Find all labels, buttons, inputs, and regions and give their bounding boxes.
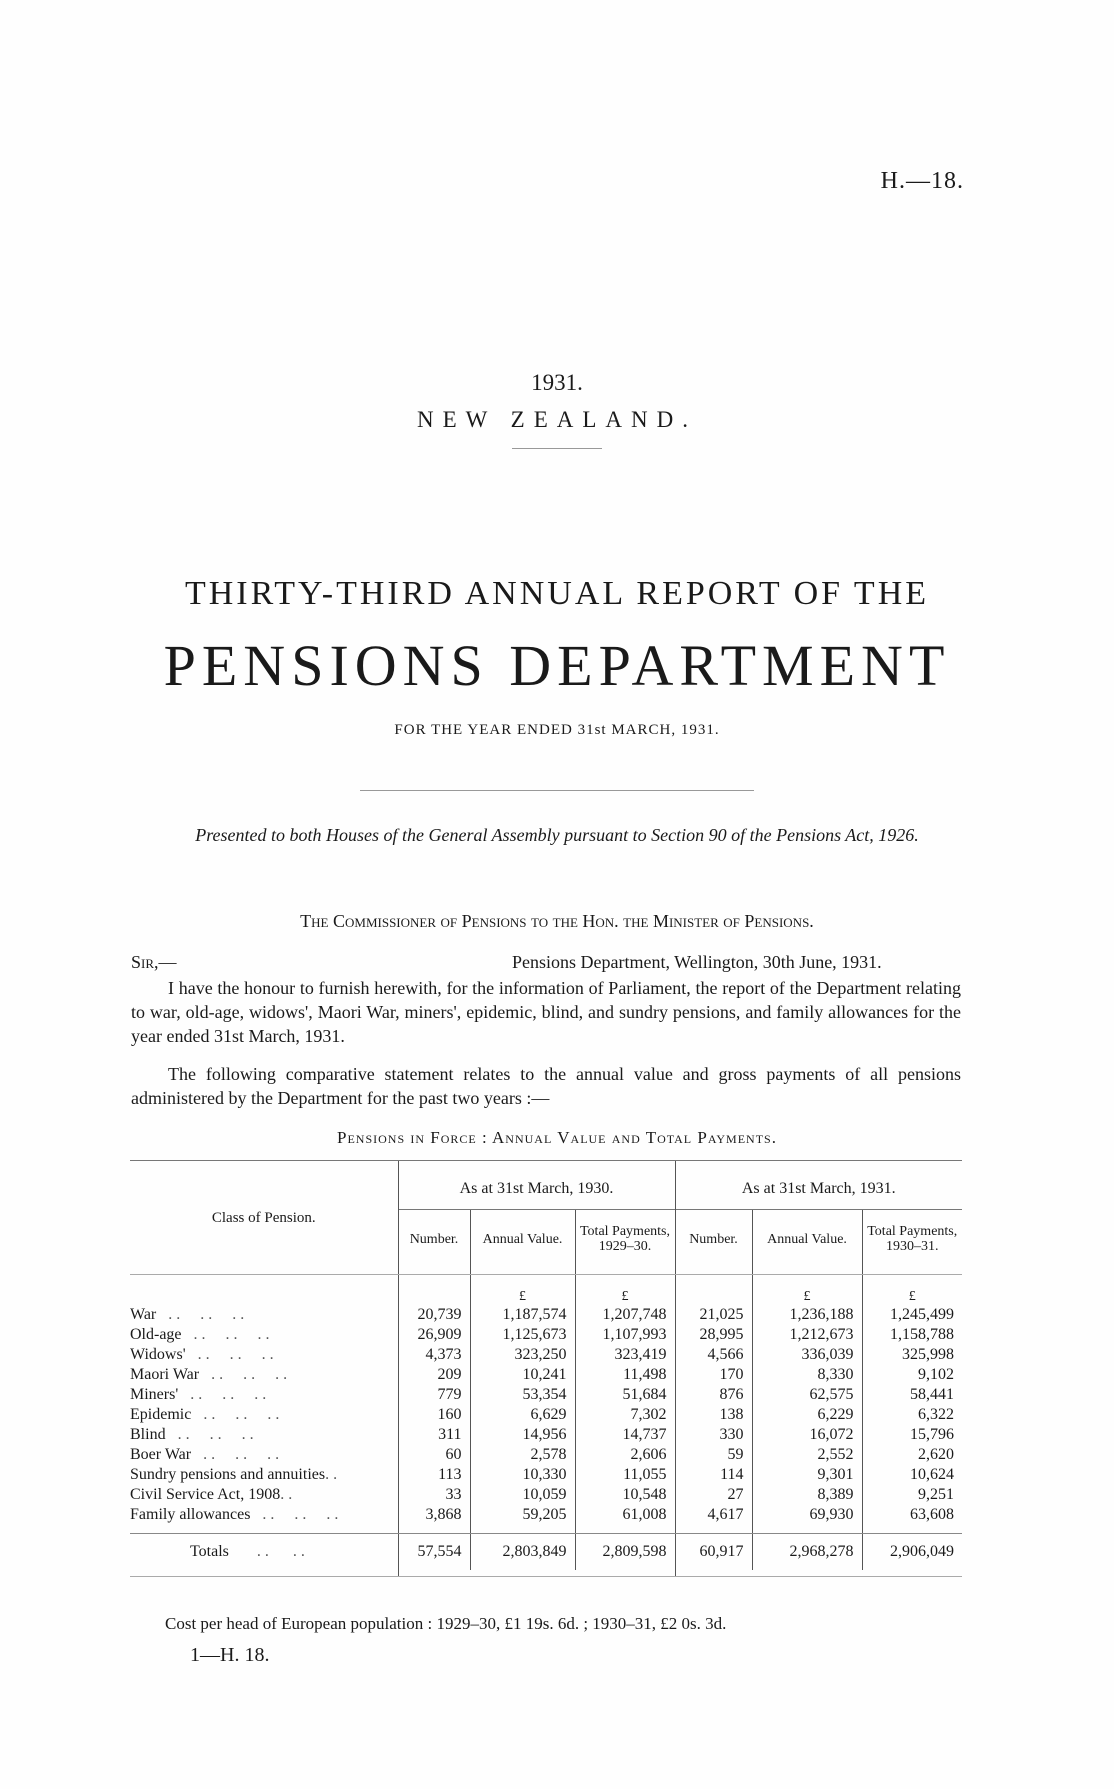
value-cell-t30: 7,302 xyxy=(575,1405,675,1425)
value-cell-t30: 14,737 xyxy=(575,1425,675,1445)
report-year: 1931. xyxy=(531,370,583,395)
value-cell-t30: 51,684 xyxy=(575,1385,675,1405)
value-cell-t31: 58,441 xyxy=(862,1385,962,1405)
class-cell: Blind . . . . . . xyxy=(130,1426,254,1443)
value-cell-a30: 323,250 xyxy=(470,1345,575,1365)
table-row xyxy=(130,1425,962,1445)
value-cell-t30: 10,548 xyxy=(575,1485,675,1505)
table-row xyxy=(130,1445,962,1465)
value-cell-a31: 1,212,673 xyxy=(752,1325,862,1345)
value-cell-a31: 6,229 xyxy=(752,1405,862,1425)
value-cell-a31: 2,552 xyxy=(752,1445,862,1465)
value-cell-t31: 9,102 xyxy=(862,1365,962,1385)
country-heading: NEW ZEALAND. xyxy=(416,407,698,432)
value-cell-n30: 779 xyxy=(398,1385,470,1405)
pensions-table xyxy=(130,1160,962,1577)
value-cell-n31: 138 xyxy=(675,1405,752,1425)
value-cell-t30: 1,107,993 xyxy=(575,1325,675,1345)
value-cell-n30: 209 xyxy=(398,1365,470,1385)
presented-note: Presented to both Houses of the General Assembly pursuant to Section 90 of the Pensions Act, 1926. xyxy=(195,825,919,845)
value-cell-a30: 1,187,574 xyxy=(470,1305,575,1325)
class-cell: Family allowances . . . . . . xyxy=(130,1506,339,1523)
value-cell-a30: 10,330 xyxy=(470,1465,575,1485)
value-cell-n30: 26,909 xyxy=(398,1325,470,1345)
salutation: Sir,— xyxy=(131,952,177,972)
value-cell-n31: 170 xyxy=(675,1365,752,1385)
value-cell-a30: 1,125,673 xyxy=(470,1325,575,1345)
value-cell-n31: 28,995 xyxy=(675,1325,752,1345)
document-code: H.—18. xyxy=(880,168,964,194)
class-header: Class of Pension. xyxy=(211,1210,316,1226)
report-title-line1: THIRTY-THIRD ANNUAL REPORT OF THE xyxy=(184,575,930,612)
class-cell: Miners' . . . . . . xyxy=(130,1386,267,1403)
class-cell: Boer War . . . . . . xyxy=(130,1446,280,1463)
col-total-1930: Total Payments, 1929–30. xyxy=(575,1210,675,1269)
value-cell-t31: 6,322 xyxy=(862,1405,962,1425)
value-cell-t31: 9,251 xyxy=(862,1485,962,1505)
value-cell-n31: 21,025 xyxy=(675,1305,752,1325)
total-payments-1930: 2,809,598 xyxy=(575,1534,675,1571)
page-reference: 1—H. 18. xyxy=(190,1644,270,1666)
value-cell-a30: 6,629 xyxy=(470,1405,575,1425)
value-cell-t31: 63,608 xyxy=(862,1505,962,1525)
value-cell-t31: 325,998 xyxy=(862,1345,962,1365)
class-cell: Maori War . . . . . . xyxy=(130,1366,288,1383)
value-cell-a31: 69,930 xyxy=(752,1505,862,1525)
value-cell-t30: 11,055 xyxy=(575,1465,675,1485)
value-cell-t31: 1,158,788 xyxy=(862,1325,962,1345)
value-cell-n30: 311 xyxy=(398,1425,470,1445)
value-cell-a30: 10,059 xyxy=(470,1485,575,1505)
value-cell-t30: 11,498 xyxy=(575,1365,675,1385)
value-cell-n30: 113 xyxy=(398,1465,470,1485)
table-row xyxy=(130,1465,962,1485)
value-cell-a31: 16,072 xyxy=(752,1425,862,1445)
pound-sign: £ xyxy=(470,1275,575,1306)
value-cell-n31: 330 xyxy=(675,1425,752,1445)
report-title-line2: PENSIONS DEPARTMENT xyxy=(163,633,951,698)
value-cell-a31: 8,389 xyxy=(752,1485,862,1505)
table-row xyxy=(130,1345,962,1365)
value-cell-n31: 27 xyxy=(675,1485,752,1505)
value-cell-n31: 4,566 xyxy=(675,1345,752,1365)
totals-label: Totals . . . . xyxy=(190,1543,305,1560)
table-row xyxy=(130,1405,962,1425)
value-cell-t31: 2,620 xyxy=(862,1445,962,1465)
pound-sign: £ xyxy=(752,1275,862,1306)
value-cell-n30: 4,373 xyxy=(398,1345,470,1365)
value-cell-n31: 59 xyxy=(675,1445,752,1465)
place-date: Pensions Department, Wellington, 30th June, 1931. xyxy=(512,952,882,972)
letter-paragraph-1: I have the honour to furnish herewith, for the information of Parliament, the report of the Department relating to war, old-age, widows', Maori War, miners', epidemic, blind, and sundry pensions, and family allowances for the year ended 31st March, 1931. xyxy=(131,978,961,1046)
report-subtitle: FOR THE YEAR ENDED 31st MARCH, 1931. xyxy=(394,722,720,738)
value-cell-a31: 9,301 xyxy=(752,1465,862,1485)
divider xyxy=(360,790,754,791)
pound-sign: £ xyxy=(862,1275,962,1306)
total-number-1931: 60,917 xyxy=(675,1534,752,1571)
value-cell-a31: 1,236,188 xyxy=(752,1305,862,1325)
value-cell-n30: 33 xyxy=(398,1485,470,1505)
class-cell: Sundry pensions and annuities. . xyxy=(130,1466,338,1483)
value-cell-a30: 53,354 xyxy=(470,1385,575,1405)
class-cell: Widows' . . . . . . xyxy=(130,1346,274,1363)
value-cell-t30: 323,419 xyxy=(575,1345,675,1365)
class-cell: Epidemic . . . . . . xyxy=(130,1406,280,1423)
letter-address: The Commissioner of Pensions to the Hon. the Minister of Pensions. xyxy=(300,911,814,931)
value-cell-n31: 114 xyxy=(675,1465,752,1485)
divider xyxy=(512,448,602,449)
table-row xyxy=(130,1385,962,1405)
col-annual-1931: Annual Value. xyxy=(752,1210,862,1269)
value-cell-n31: 4,617 xyxy=(675,1505,752,1525)
value-cell-n30: 60 xyxy=(398,1445,470,1465)
value-cell-a30: 10,241 xyxy=(470,1365,575,1385)
value-cell-t31: 10,624 xyxy=(862,1465,962,1485)
value-cell-a31: 336,039 xyxy=(752,1345,862,1365)
value-cell-t31: 1,245,499 xyxy=(862,1305,962,1325)
total-annual-1931: 2,968,278 xyxy=(752,1534,862,1571)
class-cell: Civil Service Act, 1908. . xyxy=(130,1486,293,1503)
col-number-1931: Number. xyxy=(675,1210,752,1269)
value-cell-n31: 876 xyxy=(675,1385,752,1405)
value-cell-a30: 59,205 xyxy=(470,1505,575,1525)
total-annual-1930: 2,803,849 xyxy=(470,1534,575,1571)
totals-row xyxy=(130,1534,962,1571)
letter-paragraph-2: The following comparative statement relates to the annual value and gross payments of all pensions administered by the Department for the past two years :— xyxy=(131,1064,961,1108)
value-cell-t30: 1,207,748 xyxy=(575,1305,675,1325)
table-row xyxy=(130,1305,962,1325)
table-row xyxy=(130,1325,962,1345)
class-cell: War . . . . . . xyxy=(130,1306,245,1323)
value-cell-n30: 20,739 xyxy=(398,1305,470,1325)
group-header-1930: As at 31st March, 1930. xyxy=(398,1169,675,1210)
value-cell-n30: 3,868 xyxy=(398,1505,470,1525)
value-cell-t30: 2,606 xyxy=(575,1445,675,1465)
group-header-1931: As at 31st March, 1931. xyxy=(675,1169,962,1210)
value-cell-t30: 61,008 xyxy=(575,1505,675,1525)
total-payments-1931: 2,906,049 xyxy=(862,1534,962,1571)
table-title: Pensions in Force : Annual Value and Total Payments. xyxy=(337,1128,777,1147)
pound-sign: £ xyxy=(575,1275,675,1306)
col-annual-1930: Annual Value. xyxy=(470,1210,575,1269)
value-cell-n30: 160 xyxy=(398,1405,470,1425)
col-total-1931: Total Payments, 1930–31. xyxy=(862,1210,962,1269)
total-number-1930: 57,554 xyxy=(398,1534,470,1571)
value-cell-a31: 8,330 xyxy=(752,1365,862,1385)
value-cell-a30: 2,578 xyxy=(470,1445,575,1465)
table-row xyxy=(130,1505,962,1525)
value-cell-a30: 14,956 xyxy=(470,1425,575,1445)
table-row xyxy=(130,1365,962,1385)
table-row xyxy=(130,1485,962,1505)
class-cell: Old-age . . . . . . xyxy=(130,1326,270,1343)
col-number-1930: Number. xyxy=(398,1210,470,1269)
cost-per-head: Cost per head of European population : 1929–30, £1 19s. 6d. ; 1930–31, £2 0s. 3d. xyxy=(165,1614,727,1633)
value-cell-t31: 15,796 xyxy=(862,1425,962,1445)
value-cell-a31: 62,575 xyxy=(752,1385,862,1405)
